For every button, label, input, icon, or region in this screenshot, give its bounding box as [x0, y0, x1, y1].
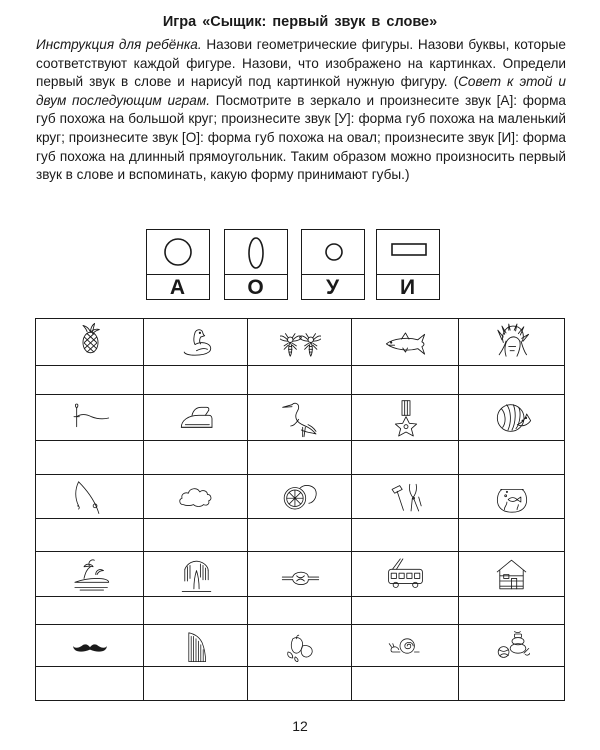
- answer-cell[interactable]: [144, 366, 248, 395]
- instruction-tail: Посмотрите в зеркало и произнесите звук [А]: форма губ похожа на большой круг; произнесите звук [У]: форма губ похожа на маленький круг; произнесите звук [О]: форма губ похожа на овал; произнесите звук [И]: форма губ похожа на длинный прямоугольник. Таким образом можно произносить первый звук в слове и вспоминать, какую форму принимают губы.): [36, 92, 566, 183]
- order-medal-icon: [386, 398, 426, 438]
- answer-cell[interactable]: [36, 519, 144, 552]
- legend-card-a: [146, 229, 210, 300]
- knot-icon: [281, 555, 320, 594]
- mustache-icon: [72, 628, 108, 664]
- answer-cell[interactable]: [248, 441, 352, 475]
- tools-icon: [387, 478, 425, 516]
- island-icon: [71, 555, 110, 594]
- answer-cell[interactable]: [248, 597, 352, 625]
- answer-cell[interactable]: [352, 597, 459, 625]
- trolleybus-icon: [386, 555, 425, 594]
- legend-letter-o: О: [224, 274, 288, 302]
- watermelon-icon: [492, 398, 532, 438]
- answer-cell[interactable]: [352, 519, 459, 552]
- answer-cell[interactable]: [459, 597, 564, 625]
- vegetables-icon: [282, 628, 318, 664]
- answer-cell[interactable]: [36, 667, 144, 700]
- answer-cell[interactable]: [248, 667, 352, 700]
- answer-cell[interactable]: [36, 597, 144, 625]
- hut-icon: [492, 555, 531, 594]
- orange-icon: [281, 478, 319, 516]
- willow-icon: [177, 555, 216, 594]
- small-circle-shape: [302, 230, 366, 276]
- answer-cell[interactable]: [459, 667, 564, 700]
- answer-cell[interactable]: [248, 519, 352, 552]
- answer-cell[interactable]: [459, 441, 564, 475]
- needle-thread-icon: [70, 398, 110, 438]
- aquarium-icon: [493, 478, 531, 516]
- long-rectangle-shape: [377, 230, 441, 276]
- indian-chief-icon: [491, 322, 532, 363]
- legend-card-o: [224, 229, 288, 300]
- page-title: Игра «Сыщик: первый звук в слове»: [162, 14, 438, 30]
- pineapple-icon: [70, 322, 111, 363]
- answer-cell[interactable]: [352, 667, 459, 700]
- legend-letter-a: А: [146, 274, 210, 302]
- shark-icon: [385, 322, 426, 363]
- answer-cell[interactable]: [36, 441, 144, 475]
- harp-icon: [178, 628, 214, 664]
- snail-icon: [388, 628, 424, 664]
- big-circle-shape: [147, 230, 211, 276]
- cloud-icon: [177, 478, 215, 516]
- answer-cell[interactable]: [144, 441, 248, 475]
- legend-card-i: [376, 229, 440, 300]
- instruction-body: Назови геометрические фигуры. Назови буквы, которые соответствуют каждой фигуре. Назови, что изображено на картинках. Определи первый звук в слове и нарисуй под картинкой нужную фигуру. (: [36, 37, 566, 90]
- iron-icon: [176, 398, 216, 438]
- legend-letter-u: У: [301, 274, 365, 302]
- answer-cell[interactable]: [352, 441, 459, 475]
- picture-grid: [35, 318, 565, 701]
- answer-cell[interactable]: [144, 519, 248, 552]
- answer-cell[interactable]: [459, 519, 564, 552]
- fishing-rod-icon: [71, 478, 109, 516]
- page-number: 12: [292, 718, 308, 734]
- stork-icon: [280, 398, 320, 438]
- duck-icon: [176, 322, 217, 363]
- answer-cell[interactable]: [144, 667, 248, 700]
- legend-card-u: [301, 229, 365, 300]
- instruction-tip: Совет к этой и двум последующим играм.: [36, 74, 566, 108]
- toys-icon: [494, 628, 530, 664]
- answer-cell[interactable]: [459, 366, 564, 395]
- answer-cell[interactable]: [36, 366, 144, 395]
- instruction-text: [36, 36, 566, 185]
- legend-letter-i: И: [376, 274, 440, 302]
- answer-cell[interactable]: [248, 366, 352, 395]
- answer-cell[interactable]: [352, 366, 459, 395]
- instruction-lead: Инструкция для ребёнка.: [36, 37, 202, 52]
- answer-cell[interactable]: [144, 597, 248, 625]
- wasps-icon: [280, 322, 321, 363]
- oval-shape: [225, 230, 289, 276]
